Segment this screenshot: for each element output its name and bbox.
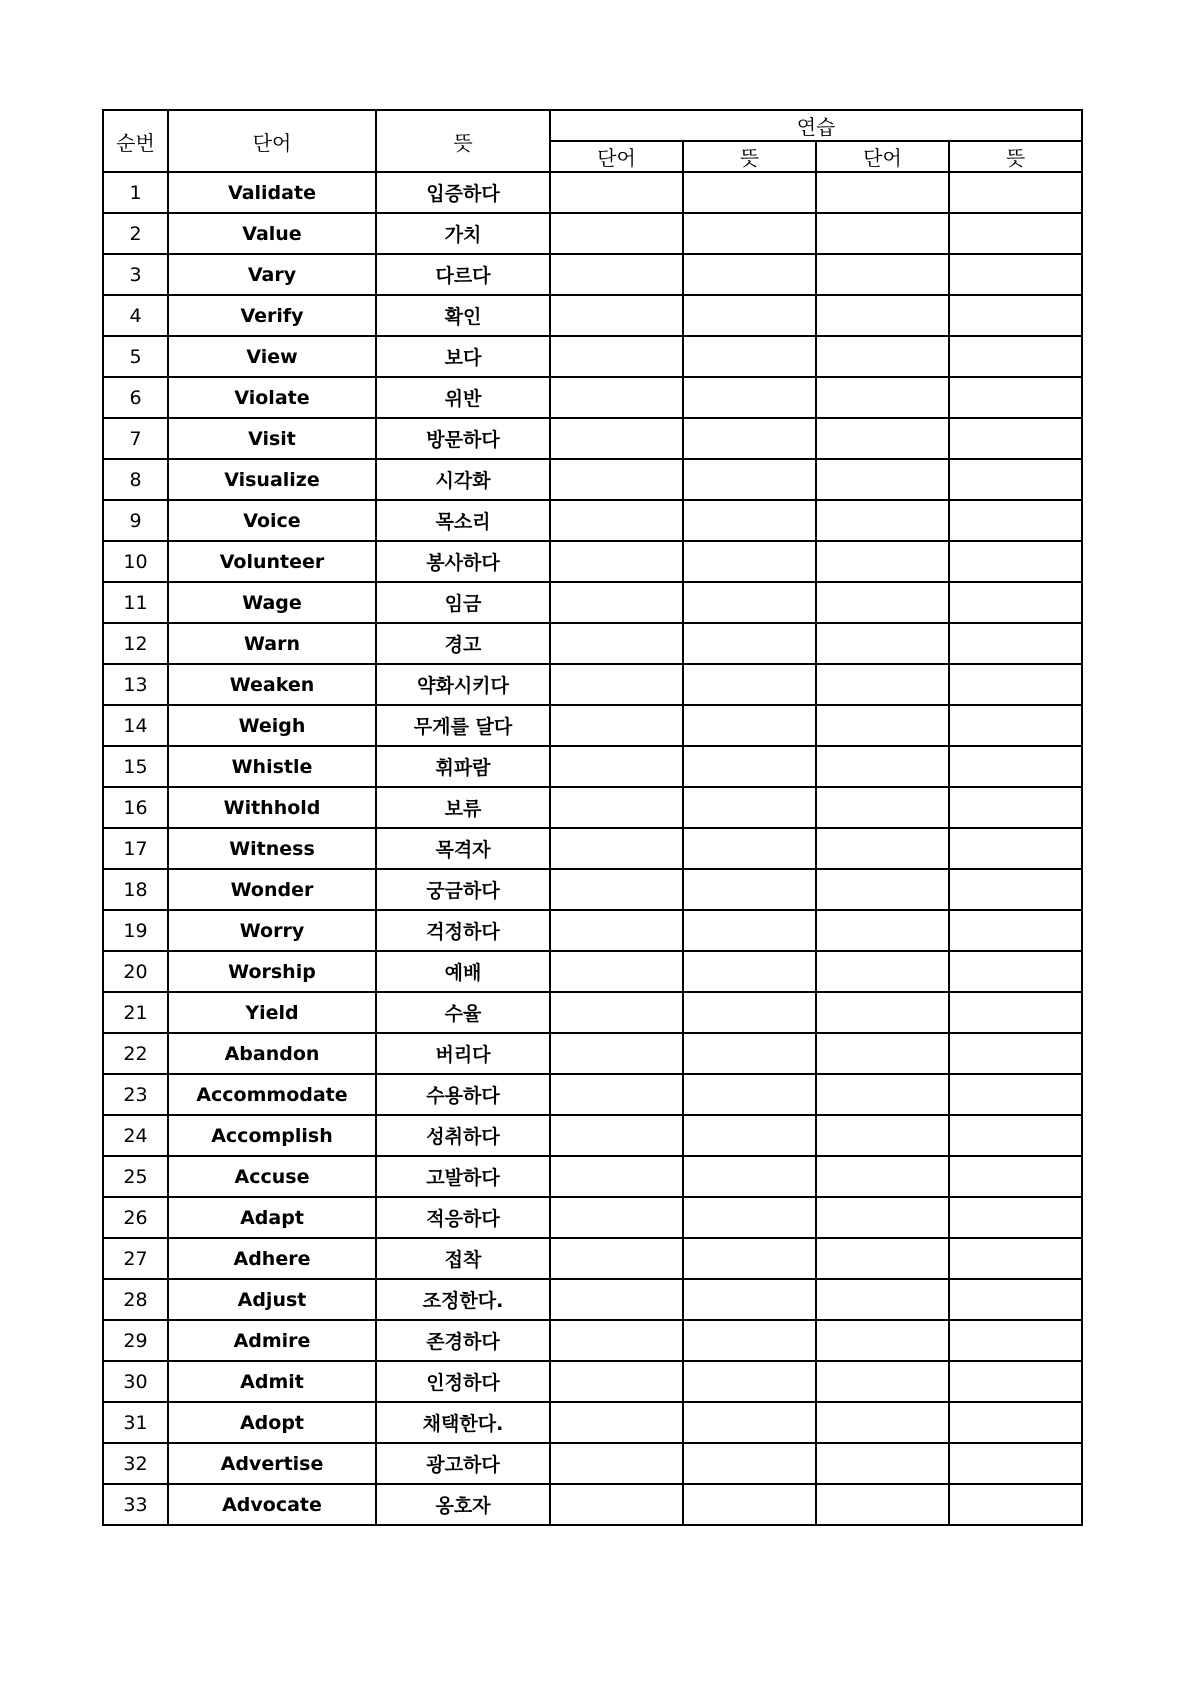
row-meaning: 옹호자 — [376, 1484, 550, 1525]
row-meaning: 적응하다 — [376, 1197, 550, 1238]
table-row — [103, 787, 1082, 828]
row-number: 6 — [103, 377, 168, 418]
table-row — [103, 1156, 1082, 1197]
row-word: Accomplish — [168, 1115, 376, 1156]
practice-word-1-cell[interactable] — [550, 1074, 683, 1115]
practice-meaning-1-cell[interactable] — [683, 1443, 816, 1484]
practice-meaning-2-cell[interactable] — [949, 1443, 1082, 1484]
table-row — [103, 1279, 1082, 1320]
table-row — [103, 172, 1082, 213]
practice-meaning-1-cell[interactable] — [683, 951, 816, 992]
row-meaning: 보다 — [376, 336, 550, 377]
practice-word-2-cell[interactable] — [816, 1279, 949, 1320]
practice-word-1-cell[interactable] — [550, 910, 683, 951]
row-meaning: 다르다 — [376, 254, 550, 295]
practice-meaning-2-cell[interactable] — [949, 746, 1082, 787]
row-word: Accommodate — [168, 1074, 376, 1115]
practice-word-2-cell[interactable] — [816, 582, 949, 623]
practice-meaning-2-cell[interactable] — [949, 213, 1082, 254]
row-number: 27 — [103, 1238, 168, 1279]
row-meaning: 성취하다 — [376, 1115, 550, 1156]
practice-meaning-1-cell[interactable] — [683, 541, 816, 582]
practice-meaning-1-cell[interactable] — [683, 172, 816, 213]
row-meaning: 약화시키다 — [376, 664, 550, 705]
row-meaning: 예배 — [376, 951, 550, 992]
practice-word-1-cell[interactable] — [550, 418, 683, 459]
practice-meaning-1-cell[interactable] — [683, 787, 816, 828]
practice-meaning-2-cell[interactable] — [949, 664, 1082, 705]
practice-word-2-cell[interactable] — [816, 664, 949, 705]
practice-word-2-cell[interactable] — [816, 787, 949, 828]
practice-word-2-cell[interactable] — [816, 623, 949, 664]
row-meaning: 조정한다. — [376, 1279, 550, 1320]
practice-word-2-cell[interactable] — [816, 172, 949, 213]
row-number: 8 — [103, 459, 168, 500]
practice-word-2-cell[interactable] — [816, 254, 949, 295]
practice-word-1-cell[interactable] — [550, 992, 683, 1033]
row-word: Withhold — [168, 787, 376, 828]
row-number: 29 — [103, 1320, 168, 1361]
row-meaning: 목격자 — [376, 828, 550, 869]
row-number: 4 — [103, 295, 168, 336]
practice-word-1-cell[interactable] — [550, 664, 683, 705]
row-word: Accuse — [168, 1156, 376, 1197]
row-word: Wage — [168, 582, 376, 623]
practice-meaning-1-cell[interactable] — [683, 1238, 816, 1279]
table-row — [103, 1197, 1082, 1238]
row-word: Weigh — [168, 705, 376, 746]
practice-meaning-2-cell[interactable] — [949, 1484, 1082, 1525]
practice-word-1-cell[interactable] — [550, 1197, 683, 1238]
header-practice: 연습 — [550, 110, 1082, 141]
practice-meaning-2-cell[interactable] — [949, 1279, 1082, 1320]
practice-meaning-1-cell[interactable] — [683, 1115, 816, 1156]
practice-meaning-2-cell[interactable] — [949, 1115, 1082, 1156]
row-meaning: 휘파람 — [376, 746, 550, 787]
practice-meaning-1-cell[interactable] — [683, 418, 816, 459]
practice-word-2-cell[interactable] — [816, 377, 949, 418]
practice-word-1-cell[interactable] — [550, 746, 683, 787]
row-number: 7 — [103, 418, 168, 459]
row-word: Adhere — [168, 1238, 376, 1279]
row-meaning: 위반 — [376, 377, 550, 418]
row-number: 33 — [103, 1484, 168, 1525]
table-row — [103, 869, 1082, 910]
row-word: Warn — [168, 623, 376, 664]
row-meaning: 목소리 — [376, 500, 550, 541]
row-word: Worship — [168, 951, 376, 992]
practice-word-2-cell[interactable] — [816, 418, 949, 459]
table-row — [103, 951, 1082, 992]
table-row — [103, 828, 1082, 869]
table-row — [103, 1443, 1082, 1484]
practice-meaning-2-cell[interactable] — [949, 500, 1082, 541]
practice-meaning-1-cell[interactable] — [683, 459, 816, 500]
header-practice-word-2: 단어 — [816, 141, 949, 172]
row-number: 19 — [103, 910, 168, 951]
practice-word-1-cell[interactable] — [550, 951, 683, 992]
row-number: 1 — [103, 172, 168, 213]
row-number: 16 — [103, 787, 168, 828]
practice-meaning-2-cell[interactable] — [949, 1074, 1082, 1115]
practice-word-1-cell[interactable] — [550, 1033, 683, 1074]
practice-meaning-2-cell[interactable] — [949, 910, 1082, 951]
row-word: Yield — [168, 992, 376, 1033]
table-row — [103, 295, 1082, 336]
practice-word-1-cell[interactable] — [550, 1320, 683, 1361]
practice-word-1-cell[interactable] — [550, 1361, 683, 1402]
practice-word-2-cell[interactable] — [816, 1197, 949, 1238]
practice-word-2-cell[interactable] — [816, 1443, 949, 1484]
practice-word-1-cell[interactable] — [550, 623, 683, 664]
row-meaning: 수용하다 — [376, 1074, 550, 1115]
practice-meaning-2-cell[interactable] — [949, 254, 1082, 295]
row-word: Admit — [168, 1361, 376, 1402]
row-meaning: 봉사하다 — [376, 541, 550, 582]
practice-meaning-1-cell[interactable] — [683, 664, 816, 705]
practice-word-1-cell[interactable] — [550, 1443, 683, 1484]
row-word: Validate — [168, 172, 376, 213]
row-number: 13 — [103, 664, 168, 705]
practice-word-1-cell[interactable] — [550, 213, 683, 254]
practice-meaning-2-cell[interactable] — [949, 992, 1082, 1033]
practice-word-1-cell[interactable] — [550, 1238, 683, 1279]
practice-meaning-1-cell[interactable] — [683, 500, 816, 541]
practice-word-1-cell[interactable] — [550, 377, 683, 418]
practice-word-1-cell[interactable] — [550, 1115, 683, 1156]
practice-meaning-2-cell[interactable] — [949, 1238, 1082, 1279]
table-row — [103, 1320, 1082, 1361]
row-number: 3 — [103, 254, 168, 295]
row-word: Adapt — [168, 1197, 376, 1238]
practice-meaning-2-cell[interactable] — [949, 295, 1082, 336]
row-number: 5 — [103, 336, 168, 377]
table-row — [103, 705, 1082, 746]
row-word: Visualize — [168, 459, 376, 500]
row-word: Admire — [168, 1320, 376, 1361]
row-word: Adopt — [168, 1402, 376, 1443]
table-row — [103, 1361, 1082, 1402]
row-word: Whistle — [168, 746, 376, 787]
practice-meaning-1-cell[interactable] — [683, 1279, 816, 1320]
row-word: Visit — [168, 418, 376, 459]
practice-meaning-2-cell[interactable] — [949, 623, 1082, 664]
header-word: 단어 — [168, 110, 376, 172]
table-row — [103, 582, 1082, 623]
table-row — [103, 1033, 1082, 1074]
row-number: 23 — [103, 1074, 168, 1115]
practice-word-2-cell[interactable] — [816, 705, 949, 746]
practice-meaning-2-cell[interactable] — [949, 459, 1082, 500]
practice-word-2-cell[interactable] — [816, 828, 949, 869]
practice-word-2-cell[interactable] — [816, 459, 949, 500]
practice-word-1-cell[interactable] — [550, 705, 683, 746]
practice-meaning-1-cell[interactable] — [683, 336, 816, 377]
table-row — [103, 992, 1082, 1033]
row-meaning: 존경하다 — [376, 1320, 550, 1361]
row-meaning: 궁금하다 — [376, 869, 550, 910]
row-number: 20 — [103, 951, 168, 992]
practice-word-2-cell[interactable] — [816, 295, 949, 336]
practice-meaning-2-cell[interactable] — [949, 828, 1082, 869]
practice-meaning-2-cell[interactable] — [949, 1402, 1082, 1443]
practice-word-1-cell[interactable] — [550, 1402, 683, 1443]
practice-meaning-2-cell[interactable] — [949, 787, 1082, 828]
row-meaning: 입증하다 — [376, 172, 550, 213]
header-no: 순번 — [103, 110, 168, 172]
practice-meaning-1-cell[interactable] — [683, 1033, 816, 1074]
practice-word-2-cell[interactable] — [816, 1484, 949, 1525]
practice-meaning-1-cell[interactable] — [683, 582, 816, 623]
row-meaning: 가치 — [376, 213, 550, 254]
practice-word-2-cell[interactable] — [816, 869, 949, 910]
row-meaning: 방문하다 — [376, 418, 550, 459]
practice-meaning-2-cell[interactable] — [949, 1320, 1082, 1361]
row-word: Wonder — [168, 869, 376, 910]
practice-word-1-cell[interactable] — [550, 869, 683, 910]
row-number: 32 — [103, 1443, 168, 1484]
row-number: 26 — [103, 1197, 168, 1238]
practice-word-2-cell[interactable] — [816, 1074, 949, 1115]
practice-word-2-cell[interactable] — [816, 1033, 949, 1074]
practice-word-2-cell[interactable] — [816, 1238, 949, 1279]
practice-meaning-1-cell[interactable] — [683, 1402, 816, 1443]
row-number: 9 — [103, 500, 168, 541]
header-meaning: 뜻 — [376, 110, 550, 172]
row-number: 24 — [103, 1115, 168, 1156]
practice-word-1-cell[interactable] — [550, 295, 683, 336]
row-meaning: 보류 — [376, 787, 550, 828]
practice-meaning-2-cell[interactable] — [949, 336, 1082, 377]
practice-meaning-1-cell[interactable] — [683, 1320, 816, 1361]
practice-word-2-cell[interactable] — [816, 1402, 949, 1443]
table-row — [103, 1484, 1082, 1525]
row-meaning: 걱정하다 — [376, 910, 550, 951]
practice-meaning-1-cell[interactable] — [683, 1156, 816, 1197]
row-word: Adjust — [168, 1279, 376, 1320]
header-practice-meaning-2: 뜻 — [949, 141, 1082, 172]
practice-meaning-2-cell[interactable] — [949, 582, 1082, 623]
table-row — [103, 1402, 1082, 1443]
practice-meaning-2-cell[interactable] — [949, 418, 1082, 459]
row-number: 18 — [103, 869, 168, 910]
practice-meaning-2-cell[interactable] — [949, 705, 1082, 746]
row-meaning: 인정하다 — [376, 1361, 550, 1402]
practice-word-2-cell[interactable] — [816, 951, 949, 992]
table-row — [103, 541, 1082, 582]
row-number: 14 — [103, 705, 168, 746]
row-meaning: 접착 — [376, 1238, 550, 1279]
row-meaning: 경고 — [376, 623, 550, 664]
practice-word-1-cell[interactable] — [550, 541, 683, 582]
vocabulary-table — [102, 109, 1083, 1526]
practice-word-2-cell[interactable] — [816, 910, 949, 951]
row-number: 22 — [103, 1033, 168, 1074]
row-meaning: 수율 — [376, 992, 550, 1033]
practice-word-1-cell[interactable] — [550, 828, 683, 869]
row-meaning: 버리다 — [376, 1033, 550, 1074]
row-word: Witness — [168, 828, 376, 869]
row-word: Abandon — [168, 1033, 376, 1074]
practice-meaning-2-cell[interactable] — [949, 1361, 1082, 1402]
table-row — [103, 910, 1082, 951]
header-practice-word-1: 단어 — [550, 141, 683, 172]
table-row — [103, 254, 1082, 295]
practice-word-1-cell[interactable] — [550, 1484, 683, 1525]
row-word: Advocate — [168, 1484, 376, 1525]
practice-word-1-cell[interactable] — [550, 172, 683, 213]
row-word: Vary — [168, 254, 376, 295]
row-word: View — [168, 336, 376, 377]
table-row — [103, 664, 1082, 705]
table-row — [103, 623, 1082, 664]
table-row — [103, 1074, 1082, 1115]
practice-meaning-2-cell[interactable] — [949, 869, 1082, 910]
practice-meaning-1-cell[interactable] — [683, 1361, 816, 1402]
row-word: Weaken — [168, 664, 376, 705]
table-row — [103, 1115, 1082, 1156]
practice-word-1-cell[interactable] — [550, 500, 683, 541]
practice-word-1-cell[interactable] — [550, 787, 683, 828]
header-practice-meaning-1: 뜻 — [683, 141, 816, 172]
row-meaning: 무게를 달다 — [376, 705, 550, 746]
practice-word-1-cell[interactable] — [550, 254, 683, 295]
practice-meaning-1-cell[interactable] — [683, 746, 816, 787]
practice-word-2-cell[interactable] — [816, 746, 949, 787]
practice-meaning-2-cell[interactable] — [949, 1156, 1082, 1197]
table-row — [103, 377, 1082, 418]
row-word: Value — [168, 213, 376, 254]
practice-meaning-2-cell[interactable] — [949, 951, 1082, 992]
row-word: Violate — [168, 377, 376, 418]
row-word: Verify — [168, 295, 376, 336]
row-number: 17 — [103, 828, 168, 869]
row-number: 30 — [103, 1361, 168, 1402]
practice-meaning-1-cell[interactable] — [683, 1484, 816, 1525]
vocabulary-rows — [103, 172, 1082, 1525]
practice-meaning-2-cell[interactable] — [949, 172, 1082, 213]
table-row — [103, 336, 1082, 377]
table-row — [103, 746, 1082, 787]
row-number: 2 — [103, 213, 168, 254]
row-meaning: 시각화 — [376, 459, 550, 500]
row-word: Volunteer — [168, 541, 376, 582]
practice-word-1-cell[interactable] — [550, 1156, 683, 1197]
row-word: Worry — [168, 910, 376, 951]
practice-word-1-cell[interactable] — [550, 459, 683, 500]
row-number: 11 — [103, 582, 168, 623]
practice-word-1-cell[interactable] — [550, 582, 683, 623]
table-row — [103, 1238, 1082, 1279]
practice-meaning-1-cell[interactable] — [683, 623, 816, 664]
practice-meaning-1-cell[interactable] — [683, 910, 816, 951]
practice-word-2-cell[interactable] — [816, 541, 949, 582]
practice-meaning-1-cell[interactable] — [683, 377, 816, 418]
row-meaning: 채택한다. — [376, 1402, 550, 1443]
practice-word-2-cell[interactable] — [816, 500, 949, 541]
practice-word-2-cell[interactable] — [816, 1156, 949, 1197]
practice-word-2-cell[interactable] — [816, 1361, 949, 1402]
practice-meaning-1-cell[interactable] — [683, 705, 816, 746]
row-number: 12 — [103, 623, 168, 664]
row-meaning: 임금 — [376, 582, 550, 623]
practice-meaning-2-cell[interactable] — [949, 377, 1082, 418]
row-number: 10 — [103, 541, 168, 582]
practice-meaning-1-cell[interactable] — [683, 828, 816, 869]
row-number: 28 — [103, 1279, 168, 1320]
table-row — [103, 459, 1082, 500]
practice-word-2-cell[interactable] — [816, 213, 949, 254]
practice-word-2-cell[interactable] — [816, 992, 949, 1033]
row-meaning: 고발하다 — [376, 1156, 550, 1197]
practice-meaning-1-cell[interactable] — [683, 1197, 816, 1238]
practice-meaning-2-cell[interactable] — [949, 1033, 1082, 1074]
practice-word-2-cell[interactable] — [816, 1115, 949, 1156]
row-number: 25 — [103, 1156, 168, 1197]
row-number: 31 — [103, 1402, 168, 1443]
row-number: 15 — [103, 746, 168, 787]
table-row — [103, 213, 1082, 254]
practice-meaning-1-cell[interactable] — [683, 992, 816, 1033]
practice-word-1-cell[interactable] — [550, 1279, 683, 1320]
practice-meaning-1-cell[interactable] — [683, 213, 816, 254]
practice-word-2-cell[interactable] — [816, 1320, 949, 1361]
table-row — [103, 418, 1082, 459]
practice-meaning-1-cell[interactable] — [683, 254, 816, 295]
practice-meaning-2-cell[interactable] — [949, 541, 1082, 582]
row-meaning: 확인 — [376, 295, 550, 336]
practice-word-2-cell[interactable] — [816, 336, 949, 377]
practice-meaning-1-cell[interactable] — [683, 295, 816, 336]
row-word: Advertise — [168, 1443, 376, 1484]
practice-meaning-1-cell[interactable] — [683, 1074, 816, 1115]
row-number: 21 — [103, 992, 168, 1033]
table-row — [103, 500, 1082, 541]
row-word: Voice — [168, 500, 376, 541]
row-meaning: 광고하다 — [376, 1443, 550, 1484]
practice-word-1-cell[interactable] — [550, 336, 683, 377]
practice-meaning-2-cell[interactable] — [949, 1197, 1082, 1238]
practice-meaning-1-cell[interactable] — [683, 869, 816, 910]
